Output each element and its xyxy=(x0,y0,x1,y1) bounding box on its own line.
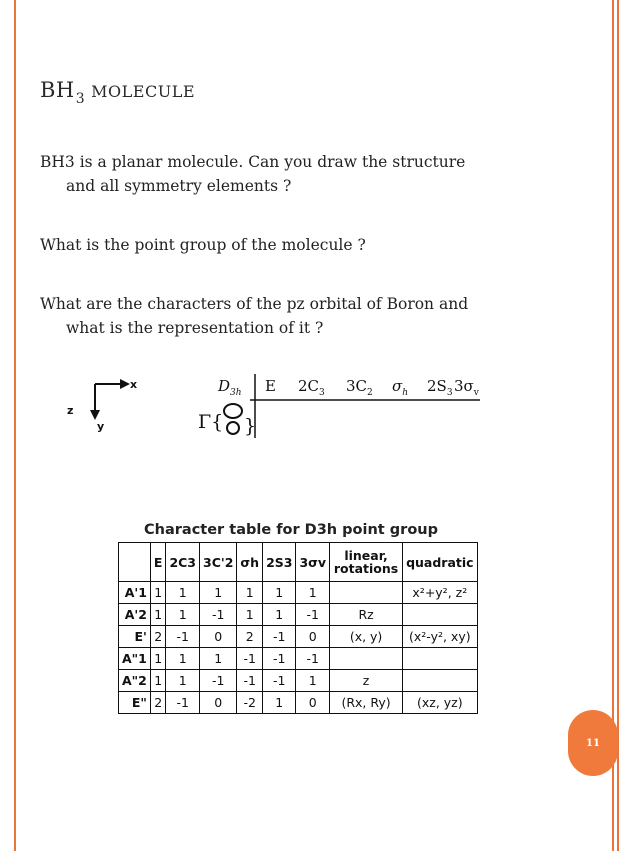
quadratic-cell: (xz, yz) xyxy=(403,692,478,714)
paragraph-line: and all symmetry elements ? xyxy=(66,177,292,195)
char-cell: 0 xyxy=(296,626,330,648)
char-cell: 2 xyxy=(237,626,263,648)
irrep-label: A'2 xyxy=(119,604,151,626)
quadratic-cell xyxy=(403,670,478,692)
paragraph-characters xyxy=(40,292,580,340)
class-sigma-h: σ xyxy=(392,377,403,395)
char-cell: 1 xyxy=(150,670,166,692)
gamma-label: Γ{ xyxy=(198,411,224,433)
svg-text:2S3 xyxy=(427,377,453,398)
x-axis-arrowhead xyxy=(120,379,130,389)
class-2S3: 2S xyxy=(427,377,447,395)
char-cell: -1 xyxy=(166,692,200,714)
paragraph-point-group xyxy=(40,233,580,257)
header-cell: 2S3 xyxy=(263,543,296,582)
table-row xyxy=(119,582,478,604)
pz-orbital-icon xyxy=(224,404,242,434)
char-cell: 1 xyxy=(296,582,330,604)
title-main: BH xyxy=(40,78,75,102)
char-cell: 1 xyxy=(263,582,296,604)
class-subscript: 3 xyxy=(446,388,453,398)
char-cell: 1 xyxy=(150,604,166,626)
header-cell: linear, rotations xyxy=(330,543,403,582)
linear-cell: (x, y) xyxy=(330,626,403,648)
z-axis-label: z xyxy=(67,404,74,417)
char-cell: 1 xyxy=(150,648,166,670)
paragraph-line: BH3 is a planar molecule. Can you draw the structure xyxy=(40,153,466,171)
char-cell: 1 xyxy=(166,582,200,604)
char-cell: 2 xyxy=(150,626,166,648)
char-cell: 1 xyxy=(237,582,263,604)
representation-row xyxy=(170,370,490,445)
char-cell: 1 xyxy=(263,692,296,714)
coordinate-axes xyxy=(60,370,160,440)
table-header-row xyxy=(119,543,478,582)
svg-text:2C3 xyxy=(298,377,325,398)
paragraph-line: What is the point group of the molecule ? xyxy=(40,236,366,254)
char-cell: -2 xyxy=(237,692,263,714)
table-row xyxy=(119,604,478,626)
char-cell: -1 xyxy=(237,648,263,670)
quadratic-cell: (x²-y², xy) xyxy=(403,626,478,648)
irrep-label: A"1 xyxy=(119,648,151,670)
char-cell: 1 xyxy=(200,648,237,670)
linear-cell: Rz xyxy=(330,604,403,626)
char-cell: 0 xyxy=(200,626,237,648)
quadratic-cell xyxy=(403,648,478,670)
char-cell: 1 xyxy=(263,604,296,626)
char-cell: 2 xyxy=(150,692,166,714)
linear-cell xyxy=(330,648,403,670)
header-cell: σh xyxy=(237,543,263,582)
char-cell: 1 xyxy=(166,604,200,626)
header-cell: E xyxy=(150,543,166,582)
table-row xyxy=(119,626,478,648)
char-cell: 1 xyxy=(166,670,200,692)
paragraph-line: what is the representation of it ? xyxy=(66,319,324,337)
header-cell: quadratic xyxy=(403,543,478,582)
char-cell: -1 xyxy=(263,648,296,670)
linear-cell xyxy=(330,582,403,604)
class-2C3: 2C xyxy=(298,377,320,395)
svg-text:3σv xyxy=(454,377,480,398)
irrep-label: E' xyxy=(119,626,151,648)
char-cell: -1 xyxy=(263,626,296,648)
y-axis-arrowhead xyxy=(90,410,100,420)
char-cell: -1 xyxy=(237,670,263,692)
irrep-label: A'1 xyxy=(119,582,151,604)
header-cell xyxy=(119,543,151,582)
paragraph-line: What are the characters of the pz orbital of Boron and xyxy=(40,295,469,313)
irrep-label: E" xyxy=(119,692,151,714)
char-cell: 1 xyxy=(296,670,330,692)
char-cell: 1 xyxy=(237,604,263,626)
character-table-caption: Character table for D3h point group xyxy=(144,522,438,538)
page-number: 11 xyxy=(586,737,600,749)
class-subscript: 2 xyxy=(367,388,373,398)
right-border-line-outer xyxy=(617,0,619,851)
page-number-badge xyxy=(568,710,618,776)
char-cell: 0 xyxy=(200,692,237,714)
class-subscript: h xyxy=(402,388,409,398)
table-row xyxy=(119,670,478,692)
class-subscript: v xyxy=(473,388,479,398)
title-rest: MOLECULE xyxy=(91,82,196,101)
char-cell: -1 xyxy=(200,604,237,626)
svg-text:3C2 xyxy=(346,377,373,398)
char-cell: 1 xyxy=(200,582,237,604)
char-cell: -1 xyxy=(200,670,237,692)
svg-text:D3h xyxy=(217,377,242,398)
character-table xyxy=(118,542,478,714)
quadratic-cell: x²+y², z² xyxy=(403,582,478,604)
header-cell: 3C'2 xyxy=(200,543,237,582)
group-subscript: 3h xyxy=(230,388,242,398)
slide-title xyxy=(40,78,195,107)
linear-cell: (Rx, Ry) xyxy=(330,692,403,714)
irrep-label: A"2 xyxy=(119,670,151,692)
class-3C2: 3C xyxy=(346,377,368,395)
closing-brace: } xyxy=(244,415,257,437)
table-row xyxy=(119,648,478,670)
y-axis-label: y xyxy=(97,420,105,433)
char-cell: -1 xyxy=(263,670,296,692)
char-cell: -1 xyxy=(166,626,200,648)
quadratic-cell xyxy=(403,604,478,626)
left-border-line xyxy=(14,0,16,851)
class-3sigma-v: 3σ xyxy=(454,377,474,395)
char-cell: 1 xyxy=(166,648,200,670)
paragraph-structure xyxy=(40,150,580,198)
linear-cell: z xyxy=(330,670,403,692)
title-subscript: 3 xyxy=(75,91,86,107)
char-cell: 0 xyxy=(296,692,330,714)
class-subscript: 3 xyxy=(319,388,325,398)
table-row xyxy=(119,692,478,714)
char-cell: -1 xyxy=(296,648,330,670)
svg-text:σh xyxy=(392,377,408,398)
char-cell: -1 xyxy=(296,604,330,626)
group-name: D xyxy=(218,377,231,395)
header-cell: 3σv xyxy=(296,543,330,582)
x-axis-label: x xyxy=(130,378,138,391)
char-cell: 1 xyxy=(150,582,166,604)
header-cell: 2C3 xyxy=(166,543,200,582)
class-E: E xyxy=(265,377,276,395)
